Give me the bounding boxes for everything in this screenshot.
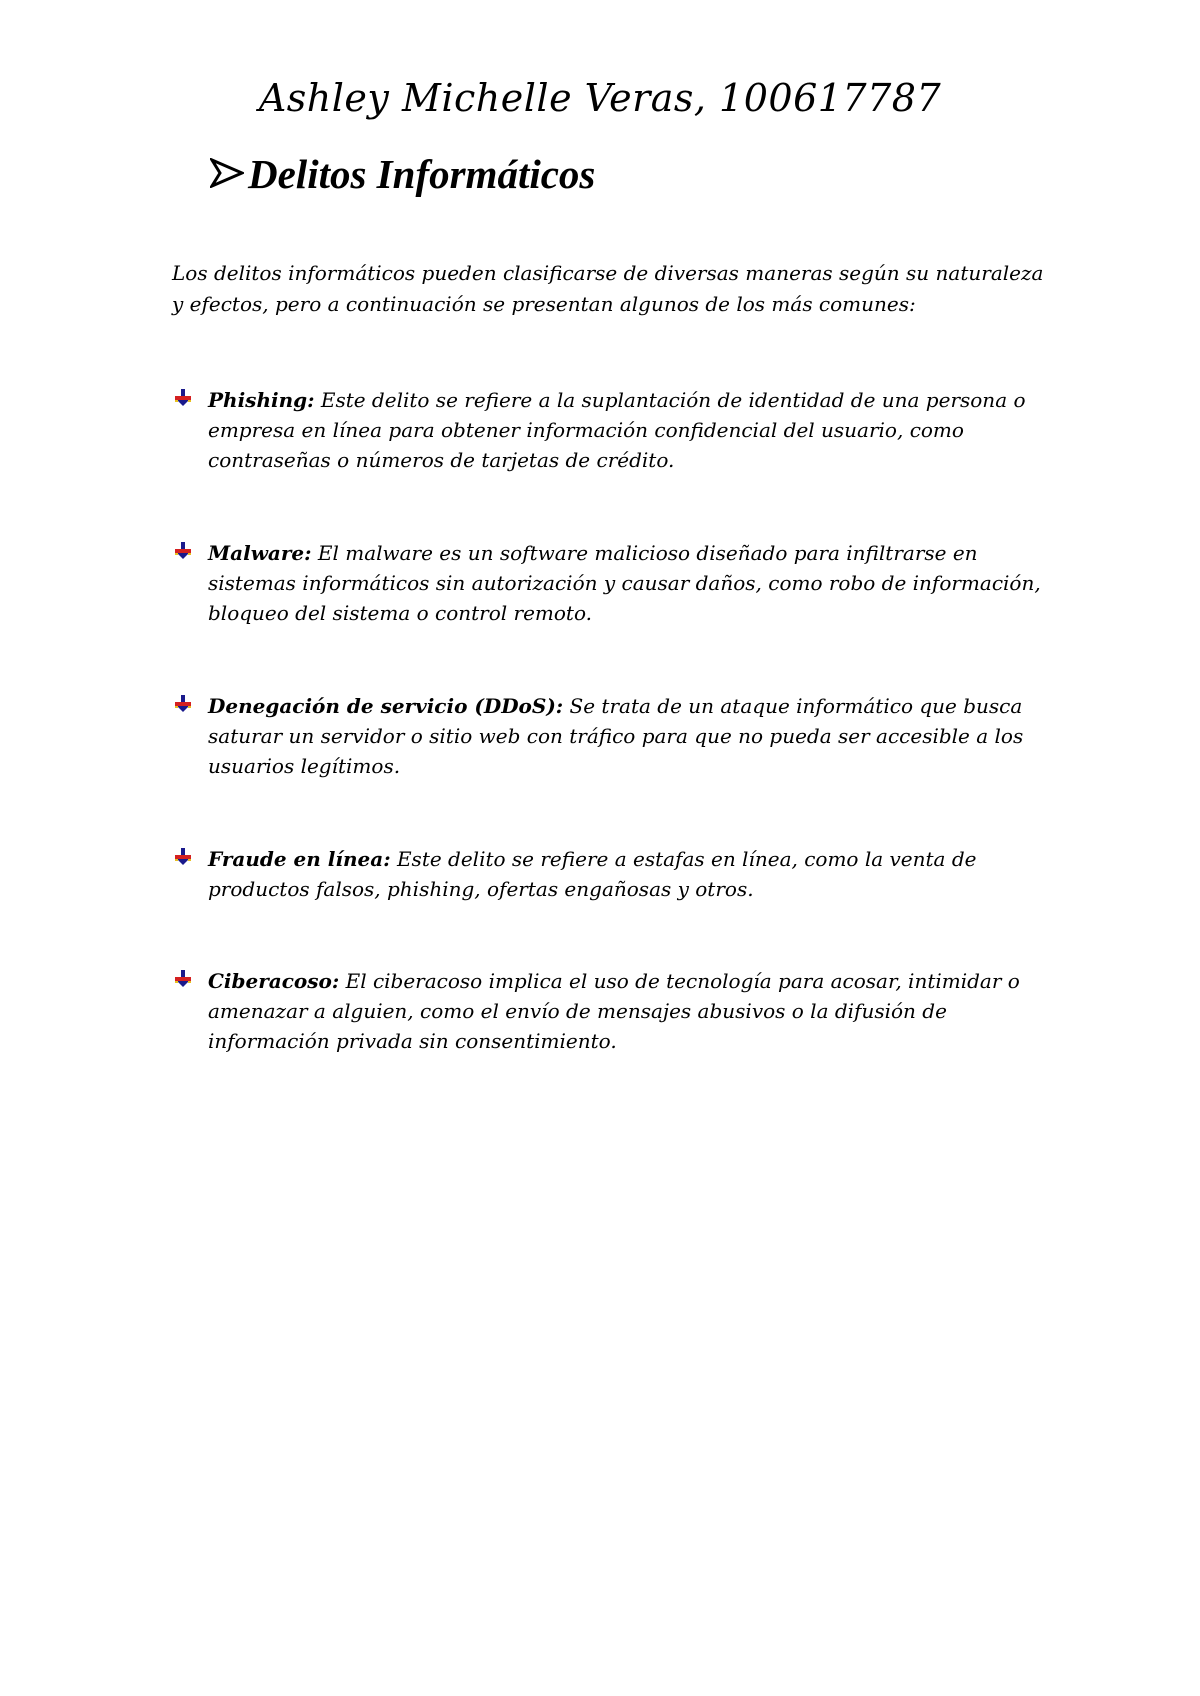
down-arrow-bullet-icon	[174, 695, 192, 713]
item-text: Este delito se refiere a estafas en línea, como la venta de productos falsos, phishing, ofertas engañosas y otros.	[208, 847, 977, 901]
heading-text: Delitos Informáticos	[248, 151, 596, 197]
down-arrow-bullet-icon	[174, 970, 192, 988]
item-term: Malware:	[208, 541, 312, 565]
item-term: Denegación de servicio (DDoS):	[208, 694, 564, 718]
item-term: Phishing:	[208, 388, 315, 412]
arrowhead-icon	[210, 150, 244, 198]
down-arrow-bullet-icon	[174, 542, 192, 560]
list-item	[172, 385, 1052, 475]
item-text: Este delito se refiere a la suplantación de identidad de una persona o empresa en línea para obtener información confidencial del usuario, como contraseñas o números de tarjetas de crédito.	[208, 388, 1026, 472]
item-term: Ciberacoso:	[208, 969, 340, 993]
author-line: Ashley Michelle Veras, 100617787	[258, 76, 942, 120]
item-term: Fraude en línea:	[208, 847, 391, 871]
intro-paragraph: Los delitos informáticos pueden clasificarse de diversas maneras según su naturaleza y efectos, pero a continuación se presentan algunos de los más comunes:	[172, 261, 1044, 316]
list-item	[172, 691, 1052, 781]
down-arrow-bullet-icon	[174, 848, 192, 866]
down-arrow-bullet-icon	[174, 389, 192, 407]
section-heading	[210, 150, 595, 198]
list-item	[172, 538, 1052, 628]
list-item	[172, 966, 1052, 1056]
list-item	[172, 844, 1052, 904]
item-text: El malware es un software malicioso diseñado para infiltrarse en sistemas informáticos sin autorización y causar daños, como robo de información, bloqueo del sistema o control remoto.	[208, 541, 1041, 625]
item-text: Se trata de un ataque informático que busca saturar un servidor o sitio web con tráfico para que no pueda ser accesible a los usuarios legítimos.	[208, 694, 1024, 778]
item-text: El ciberacoso implica el uso de tecnología para acosar, intimidar o amenazar a alguien, como el envío de mensajes abusivos o la difusión de información privada sin consentimiento.	[208, 969, 1020, 1053]
